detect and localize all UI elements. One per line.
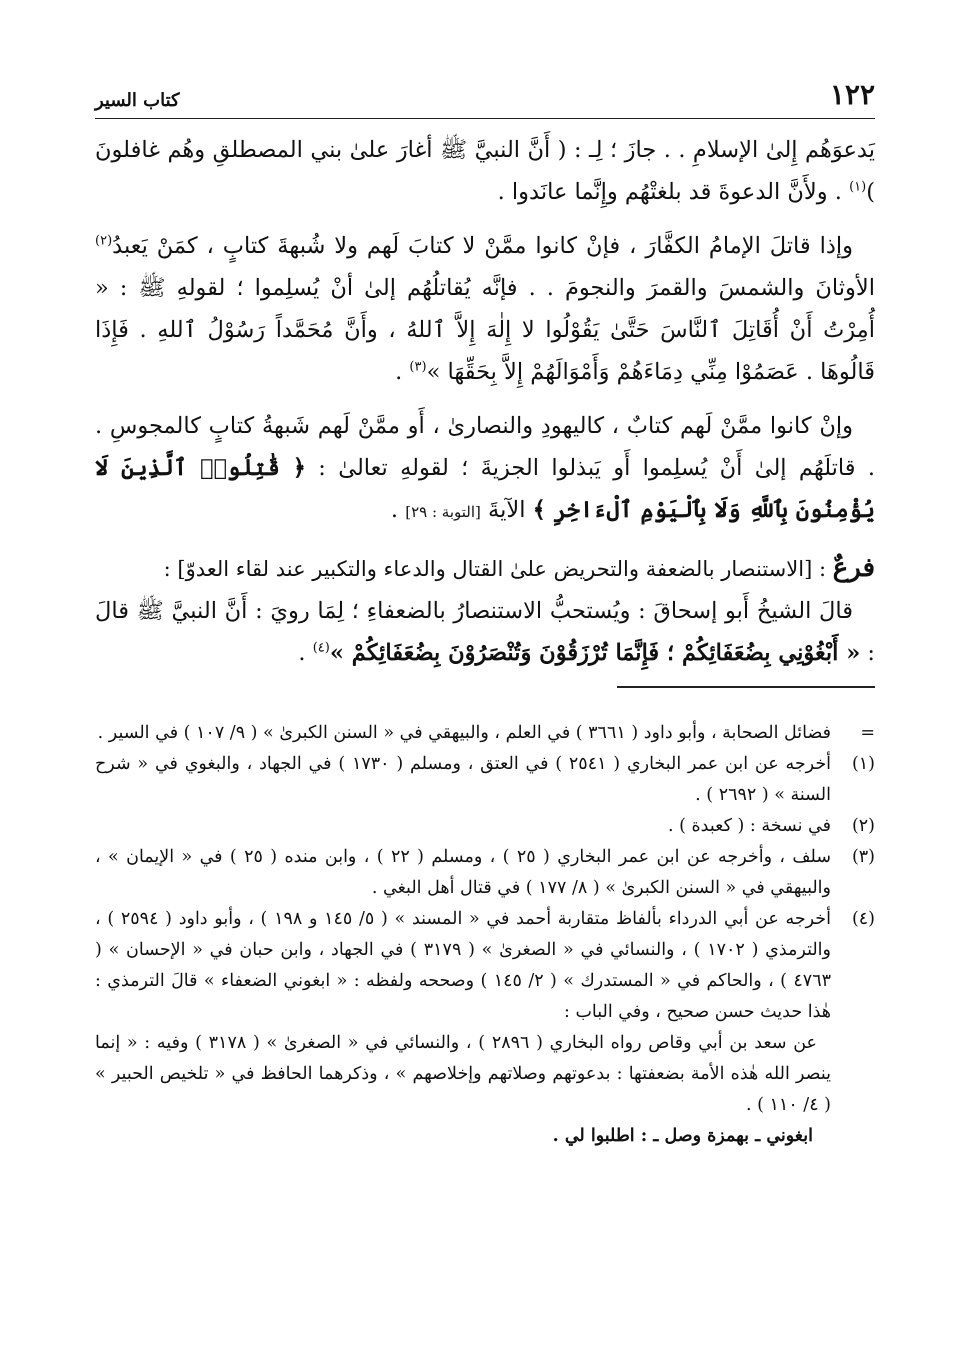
footnote-mark: (١) (851, 754, 875, 774)
paragraph-3-text: وإنْ كانوا ممَّنْ لَهم كتابٌ ، كاليهودِ والنصارىٰ ، أَو ممَّنْ لَهم شَبهةُ كتابٍ كالمجوسِ . . قاتلَهُم إلىٰ أَنْ يُسلِموا أَو يَبذلوا الجزيةَ ؛ لقولهِ تعالىٰ : (95, 413, 875, 481)
footnote-ref-1: (١) (849, 179, 867, 195)
footnote-3 (95, 842, 875, 904)
footnote-text: فضائل الصحابة ، وأبو داود ( ٣٦٦١ ) في العلم ، والبيهقي في « السنن الكبرىٰ » ( ٩/ ١٠٧ ) في السير . (97, 723, 831, 743)
paragraph-1 (95, 129, 875, 213)
footnote-ref-2: (٢) (95, 233, 113, 249)
paragraph-1-text: يَدعوَهُم إِلىٰ الإسلامِ . . جازَ ؛ لِـ : ( أَنَّ النبيَّ ﷺ أغارَ علىٰ بني المصطلقِ وهُم غافلونَ ) (95, 137, 875, 205)
footnotes (95, 718, 875, 1152)
footnote-mark: = (860, 723, 875, 743)
footnote-4 (95, 904, 875, 1028)
page-header (95, 78, 875, 119)
quran-verse: ﴿ قَٰتِلُوا۟ ٱلَّذِينَ لَا يُؤْمِنُونَ بِٱللَّهِ وَلَا بِٱلْيَوْمِ ٱلْءَاخِرِ ﴾ (95, 455, 875, 523)
paragraph-1-tail: . ولأَنَّ الدعوةَ قد بلغتْهُم وإِنَّما عانَدوا . (497, 179, 850, 205)
paragraph-2 (95, 225, 875, 393)
footnote-mark: (٢) (851, 816, 875, 836)
running-title: كتاب السير (95, 90, 180, 111)
paragraph-4-text: قالَ الشيخُ أَبو إسحاقَ : ويُستحبُّ الاستنصارُ بالضعفاءِ ؛ لِمَا رويَ : أَنَّ النبيَّ ﷺ قالَ : (95, 598, 875, 666)
footnote-ref-3: (٣) (409, 359, 427, 375)
footnote-text: في نسخة : ( كعبدة ) . (667, 816, 831, 836)
section-heading (95, 547, 875, 590)
footnote-2 (95, 811, 875, 842)
paragraph-3-tail: الآيةَ (480, 497, 533, 523)
verse-citation: [التوبة : ٢٩] (405, 503, 481, 521)
paragraph-3 (95, 405, 875, 533)
section-title: : [الاستنصار بالضعفة والتحريض علىٰ القتال والدعاء والتكبير عند لقاء العدوّ] : (163, 557, 833, 581)
footnote-4-continuation (95, 1028, 875, 1121)
footnote-mark: (٤) (851, 909, 875, 929)
footnote-text: أخرجه عن ابن عمر البخاري ( ٢٥٤١ ) في العتق ، ومسلم ( ١٧٣٠ ) في الجهاد ، والبغوي في « شرح السنة » ( ٢٦٩٢ ) . (95, 754, 831, 805)
main-text (95, 129, 875, 674)
paragraph-4 (95, 590, 875, 674)
paragraph-2-tail: الأوثانَ والشمسَ والقمرَ والنجومَ . . فإنَّه يُقاتلُهُم إلىٰ أنْ يُسلِموا ؛ لقولهِ ﷺ : « أُمِرْتُ أَنْ أُقَاتِلَ ٱلنَّاسَ حَتَّىٰ يَقُوْلُوا لا إِلٰهَ إِلاَّ ٱللهُ ، وأَنَّ مُحَمَّداً رَسُوْلُ ٱللهِ . فَإِذَا قَالُوهَا . عَصَمُوْا مِنِّي دِمَاءَهُمْ وَأَمْوَالَهُمْ إِلاَّ بِحَقِّهَا » (95, 275, 875, 385)
book-page (95, 78, 875, 1152)
paragraph-4-end: . (298, 640, 313, 666)
footnote-text: سلف ، وأخرجه عن ابن عمر البخاري ( ٢٥ ) ، ومسلم ( ٢٢ ) ، وابن منده ( ٢٥ ) في « الإيمان » ، والبيهقي في « السنن الكبرىٰ » ( ٨/ ١٧٧ ) في قتال أهل البغي . (95, 847, 832, 898)
footnote-mark: (٣) (851, 847, 875, 867)
footnote-ref-4: (٤) (312, 640, 330, 656)
section-label: فرعٌ (832, 553, 875, 583)
page-number: ١٢٢ (829, 78, 875, 111)
paragraph-2-end: . (395, 359, 410, 385)
footnote-4-note: ابغوني ـ بهمزة وصل ـ : اطلبوا لي . (552, 1126, 813, 1146)
paragraph-2-text: وإذا قاتلَ الإمامُ الكفَّارَ ، فإنْ كانوا ممَّنْ لا كتابَ لَهم ولا شُبهةَ كتابٍ ، كمَنْ يَعبدُ (112, 233, 853, 259)
footnote-continued (95, 718, 875, 749)
footnote-text: أخرجه عن أبي الدرداء بألفاظ متقاربة أحمد في « المسند » ( ٥/ ١٤٥ و ١٩٨ ) ، وأبو داود ( ٢٥٩٤ ) ، والترمذي ( ١٧٠٢ ) ، والنسائي في « الصغرىٰ » ( ٣١٧٩ ) في الجهاد ، وابن حبان في « الإحسان » ( ٤٧٦٣ ) ، والحاكم في « المستدرك » ( ٢/ ١٤٥ ) وصححه ولفظه : « ابغوني الضعفاء » قالَ الترمذي : هٰذا حديث حسن صحيح ، وفي الباب : (95, 909, 831, 1022)
footnote-continuation-text: عن سعد بن أبي وقاص رواه البخاري ( ٢٨٩٦ ) ، والنسائي في « الصغرىٰ » ( ٣١٧٨ ) وفيه : « إنما ينصر الله هٰذه الأمة بضعفتها : بدعوتهم وصلاتهم وإخلاصهم » ، وذكرهما الحافظ في « تلخيص الحبير » ( ٤/ ١١٠ ) . (95, 1033, 831, 1115)
footnote-1 (95, 749, 875, 811)
footnote-divider (617, 686, 875, 688)
hadith-quote: « أَبْغُوْنِي بِضُعَفَائِكُمْ ؛ فَإِنَّمَا تُرْزَقُوْنَ وَتُنْصَرُوْنَ بِضُعَفَائِكُمْ » (329, 640, 861, 666)
paragraph-3-end: . (390, 497, 406, 523)
